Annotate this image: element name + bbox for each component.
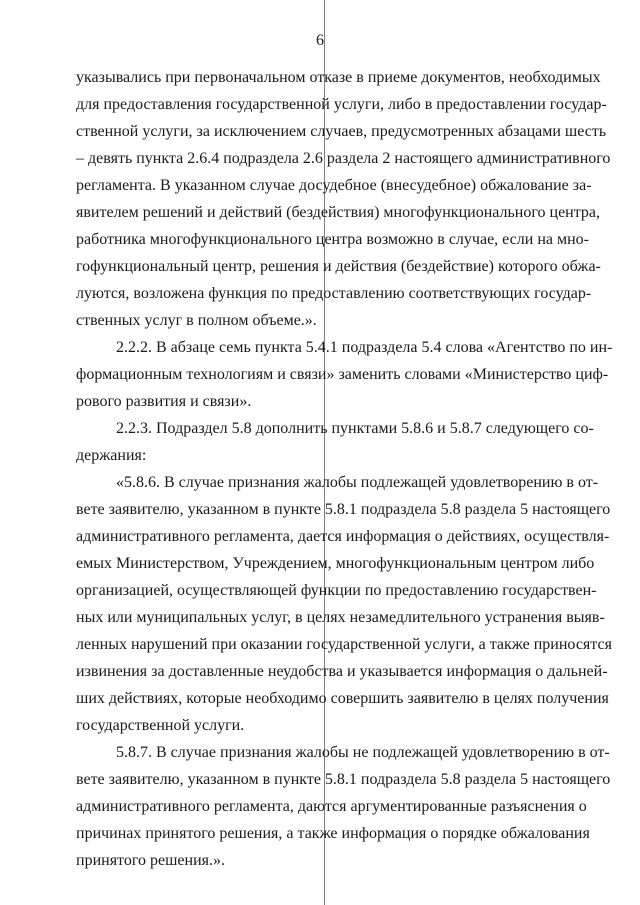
text-line: указывались при первоначальном отказе в приеме документов, необходимых bbox=[76, 69, 601, 86]
text-line: государственной услуги. bbox=[76, 717, 245, 734]
text-line: емых Министерством, Учреждением, многофункциональным центром либо bbox=[76, 555, 595, 572]
text-line: явителем решений и действий (бездействия) многофункционального центра, bbox=[76, 204, 601, 221]
text-line: работника многофункционального центра возможно в случае, если на мно- bbox=[76, 231, 589, 248]
text-line: регламента. В указанном случае досудебное (внесудебное) обжалование за- bbox=[76, 177, 592, 194]
text-line: ленных нарушений при оказании государственной услуги, а также приносятся bbox=[76, 636, 612, 653]
page-number: 6 bbox=[316, 32, 324, 49]
paragraph-first-line: «5.8.6. В случае признания жалобы подлежащей удовлетворению в от- bbox=[116, 474, 599, 491]
text-line: ших действиях, которые необходимо совершить заявителю в целях получения bbox=[76, 690, 609, 707]
paragraph-first-line: 2.2.3. Подраздел 5.8 дополнить пунктами 5.8.6 и 5.8.7 следующего со- bbox=[116, 420, 594, 437]
text-line: для предоставления государственной услуги, либо в предоставлении государ- bbox=[76, 96, 607, 113]
text-line: – девять пункта 2.6.4 подраздела 2.6 раздела 2 настоящего административного bbox=[76, 150, 611, 167]
text-line: вете заявителю, указанном в пункте 5.8.1 подраздела 5.8 раздела 5 настоящего bbox=[76, 501, 611, 518]
text-line: причинах принятого решения, а также информация о порядке обжалования bbox=[76, 825, 590, 842]
text-line: организацией, осуществляющей функции по предоставлению государствен- bbox=[76, 582, 597, 599]
paragraph-first-line: 5.8.7. В случае признания жалобы не подлежащей удовлетворению в от- bbox=[116, 744, 610, 761]
text-line: формационным технологиям и связи» заменить словами «Министерство циф- bbox=[76, 366, 609, 383]
text-line: административного регламента, дается информация о действиях, осуществля- bbox=[76, 528, 610, 545]
text-line: извинения за доставленные неудобства и указывается информация о дальней- bbox=[76, 663, 608, 680]
text-line: административного регламента, даются аргументированные разъяснения о bbox=[76, 798, 587, 815]
text-line: гофункциональный центр, решения и действия (бездействие) которого обжа- bbox=[76, 258, 601, 275]
text-line: принятого решения.». bbox=[76, 852, 225, 869]
text-line: держания: bbox=[76, 447, 147, 464]
text-line: ственных услуг в полном объеме.». bbox=[76, 312, 317, 329]
text-line: вете заявителю, указанном в пункте 5.8.1 подраздела 5.8 раздела 5 настоящего bbox=[76, 771, 611, 788]
text-line: рового развития и связи». bbox=[76, 393, 252, 410]
text-line: ных или муниципальных услуг, в целях незамедлительного устранения выяв- bbox=[76, 609, 605, 626]
paragraph-first-line: 2.2.2. В абзаце семь пункта 5.4.1 подраздела 5.4 слова «Агентство по ин- bbox=[116, 339, 613, 356]
text-line: ственной услуги, за исключением случаев, предусмотренных абзацами шесть bbox=[76, 123, 607, 140]
text-line: луются, возложена функция по предоставлению соответствующих государ- bbox=[76, 285, 592, 302]
